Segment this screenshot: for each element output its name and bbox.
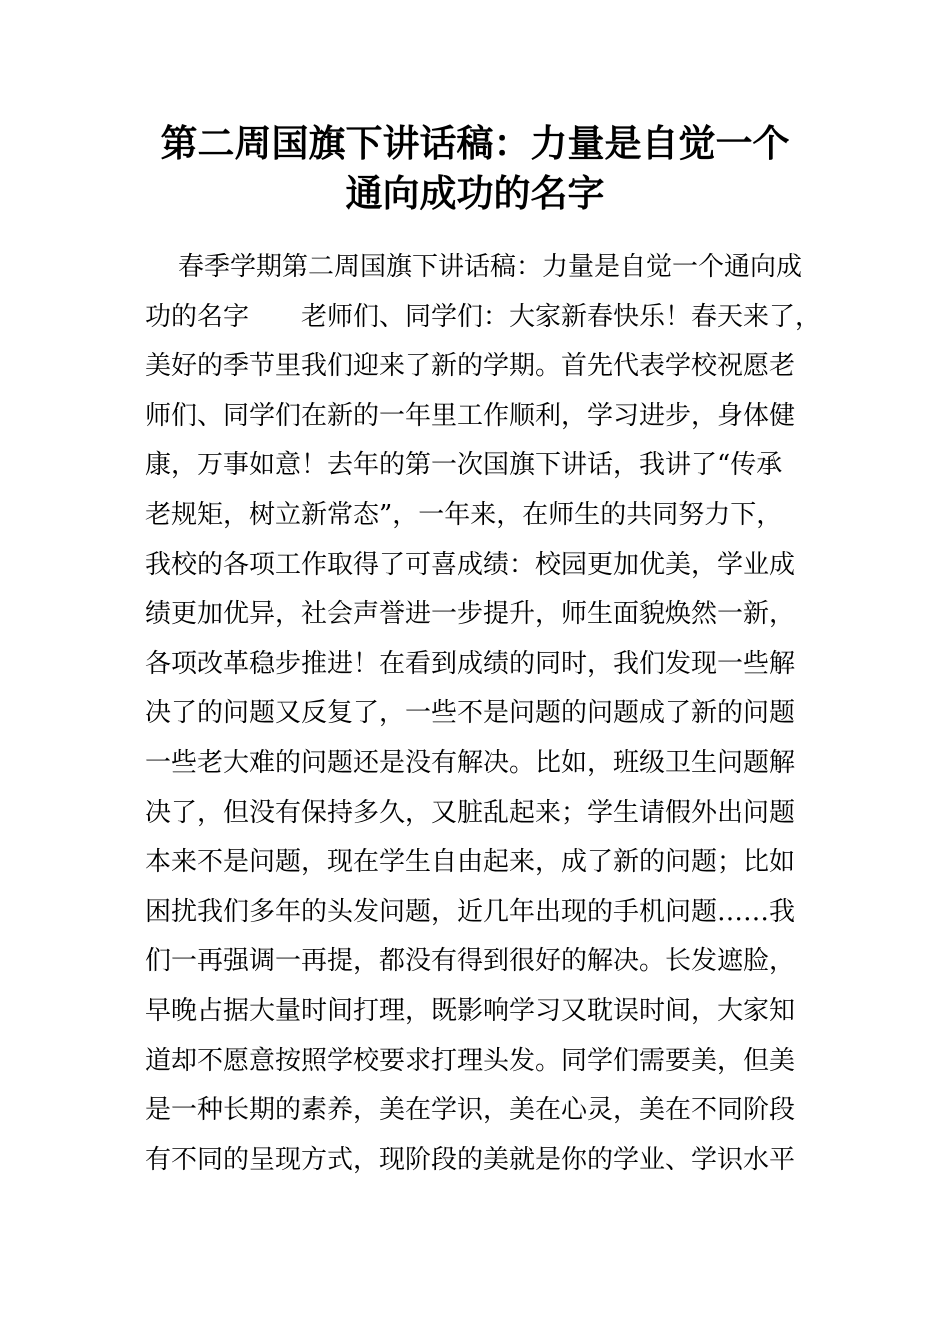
body-line: 春季学期第二周国旗下讲话稿：力量是自觉一个通向成	[178, 252, 803, 282]
body-line: 老规矩，树立新常态”，一年来，在师生的共同努力下，	[145, 499, 783, 530]
body-line: 困扰我们多年的头发问题，近几年出现的手机问题……我	[145, 896, 796, 927]
body-line: 本来不是问题，现在学生自由起来，成了新的问题；比如	[145, 847, 796, 878]
body-line: 各项改革稳步推进！在看到成绩的同时，我们发现一些解	[145, 648, 796, 679]
body-line: 道却不愿意按照学校要求打理头发。同学们需要美，但美	[145, 1045, 796, 1076]
body-line: 早晚占据大量时间打理，既影响学习又耽误时间，大家知	[145, 995, 796, 1026]
body-line: 美好的季节里我们迎来了新的学期。首先代表学校祝愿老	[145, 351, 796, 382]
body-line: 师们、同学们在新的一年里工作顺利，学习进步，身体健	[145, 400, 796, 431]
body-line: 康，万事如意！去年的第一次国旗下讲话，我讲了“传承	[145, 450, 783, 481]
body-line: 有不同的呈现方式，现阶段的美就是你的学业、学识水平	[145, 1144, 796, 1175]
body-line: 决了的问题又反复了，一些不是问题的问题成了新的问题	[145, 698, 796, 729]
body-line: 一些老大难的问题还是没有解决。比如，班级卫生问题解	[145, 747, 796, 778]
title-line-2: 通向成功的名字	[345, 171, 605, 215]
body-line: 我校的各项工作取得了可喜成绩：校园更加优美，学业成	[145, 549, 796, 580]
body-line: 是一种长期的素养，美在学识，美在心灵，美在不同阶段	[145, 1095, 796, 1126]
body-line: 决了，但没有保持多久，又脏乱起来；学生请假外出问题	[145, 797, 796, 828]
body-line: 们一再强调一再提，都没有得到很好的解决。长发遮脸，	[145, 946, 796, 977]
body-line: 绩更加优异，社会声誉进一步提升，师生面貌焕然一新，	[145, 599, 796, 630]
document-body	[145, 243, 822, 1185]
body-line: 功的名字 老师们、同学们：大家新春快乐！春天来了，	[145, 301, 822, 332]
title-line-1: 第二周国旗下讲话稿：力量是自觉一个	[160, 121, 790, 165]
document-title	[145, 118, 805, 218]
